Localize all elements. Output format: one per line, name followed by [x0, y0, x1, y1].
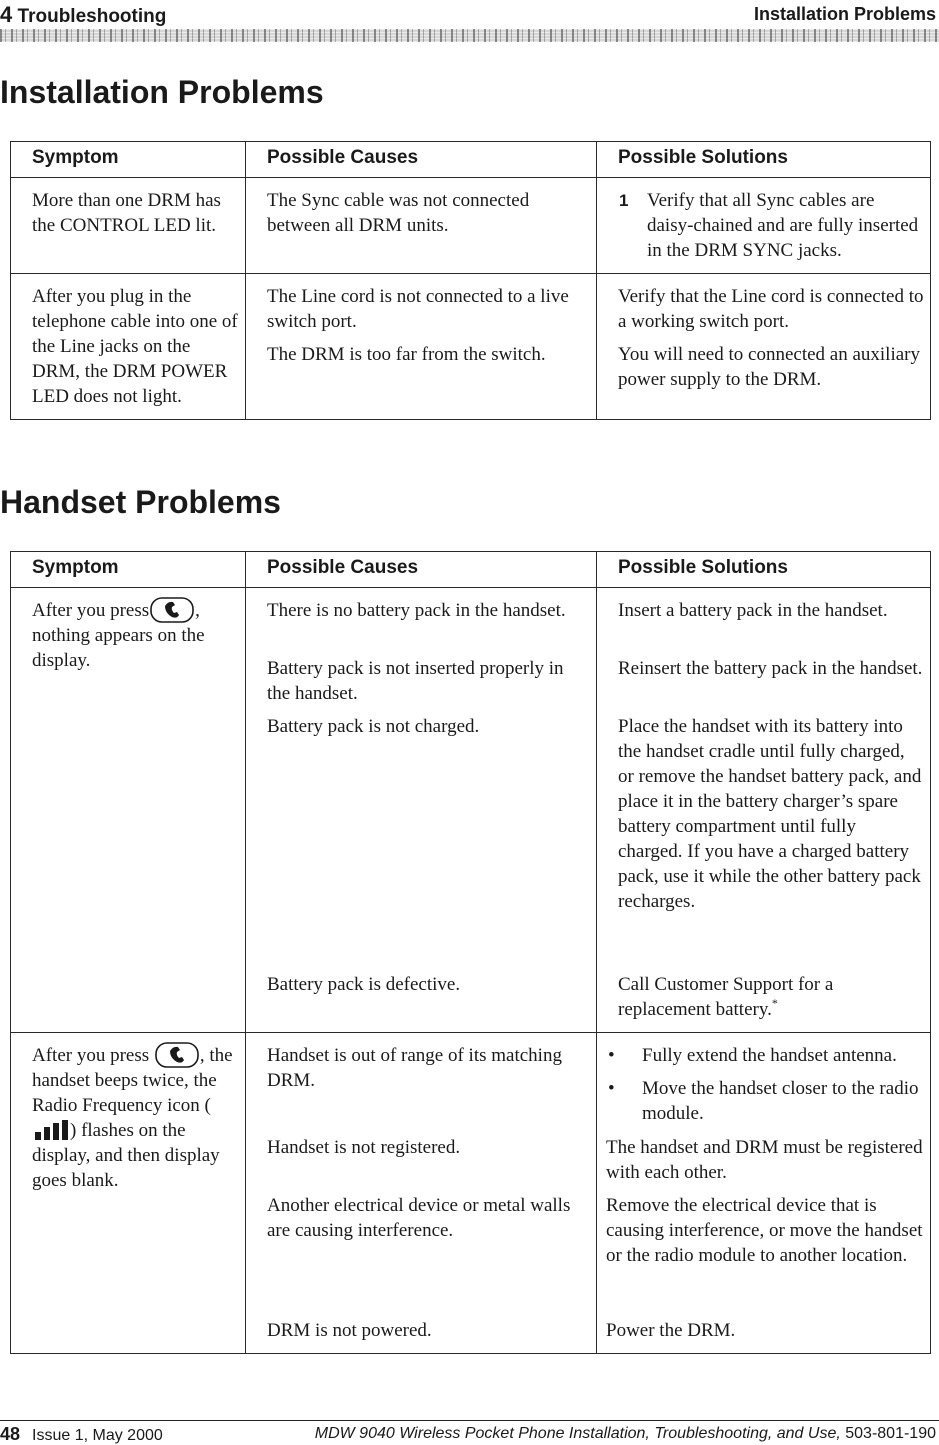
cause-text: Battery pack is not charged.	[267, 716, 480, 737]
solution-cell	[597, 274, 931, 420]
chapter-heading	[0, 2, 166, 28]
solution-text-main: Call Customer Support for a replacement battery.	[618, 974, 834, 1020]
footer-right	[315, 1425, 936, 1443]
solutions-column-header: Possible Solutions	[597, 552, 931, 588]
table-header-row	[11, 142, 931, 178]
cause-text: Battery pack is defective.	[267, 974, 461, 995]
bullet-list	[606, 1043, 924, 1135]
handset-problems-table	[10, 551, 931, 1354]
cause-text: The Line cord is not connected to a live switch port.	[267, 286, 569, 332]
symptom-text-part3: ) flashes on the display, and then display goes blank.	[32, 1120, 220, 1191]
chapter-number: 4	[0, 2, 13, 27]
running-header	[0, 0, 939, 28]
solution-text: Reinsert the battery pack in the handset.	[618, 658, 923, 679]
table-row	[11, 1033, 931, 1354]
symptom-text-end: , nothing appears on the display.	[32, 600, 205, 671]
solution-text: Power the DRM.	[606, 1320, 736, 1341]
bullet-marker: •	[608, 1045, 615, 1066]
installation-problems-table	[10, 141, 931, 420]
causes-column-header: Possible Causes	[246, 142, 597, 178]
solution-text: Insert a battery pack in the handset.	[618, 600, 888, 621]
symptom-text-part1: After you press	[32, 1045, 150, 1066]
cause-text: DRM is not powered.	[267, 1320, 432, 1341]
solution-text	[618, 972, 924, 1022]
table-row	[11, 274, 931, 420]
solution-text: Remove the electrical device that is causing interference, or move the handset or the radio module to another location.	[606, 1195, 923, 1266]
solution-text: The handset and DRM must be registered with each other.	[606, 1137, 923, 1183]
solution-text: You will need to connected an auxiliary power supply to the DRM.	[618, 344, 920, 390]
solution-text: Verify that all Sync cables are daisy-chained and are fully inserted in the DRM SYNC jacks.	[647, 190, 919, 261]
symptom-text	[32, 1043, 239, 1193]
issue-date: Issue 1, May 2000	[32, 1427, 163, 1444]
solution-text: Place the handset with its battery into the handset cradle until fully charged, or remove the handset battery pack, and place it in the battery charger’s spare battery compartment until fully charged. If you have a charged battery pack, use it while the other battery pack recharges.	[618, 716, 922, 912]
document-number: 503-801-190	[845, 1425, 936, 1442]
cause-text: Handset is not registered.	[267, 1137, 461, 1158]
cause-cell	[246, 588, 597, 1033]
cause-text: The Sync cable was not connected between all DRM units.	[267, 190, 530, 236]
solutions-column-header: Possible Solutions	[597, 142, 931, 178]
bullet-marker: •	[608, 1078, 615, 1099]
causes-column-header: Possible Causes	[246, 552, 597, 588]
phone-key-icon	[155, 1042, 199, 1068]
footer-left	[0, 1424, 163, 1445]
symptom-text-start: After you press	[32, 600, 150, 621]
cause-cell	[246, 274, 597, 420]
radio-frequency-signal-icon	[32, 1119, 70, 1141]
installation-problems-heading: Installation Problems	[0, 74, 324, 110]
numbered-step	[609, 188, 924, 263]
handset-problems-heading: Handset Problems	[0, 484, 281, 520]
document-title: MDW 9040 Wireless Pocket Phone Installation, Troubleshooting, and Use,	[314, 1425, 841, 1442]
cause-cell	[246, 1033, 597, 1354]
solution-cell	[597, 1033, 931, 1354]
bullet-text: Fully extend the handset antenna.	[642, 1045, 897, 1066]
symptom-text-part2: , the handset beeps twice, the Radio Frequency icon (	[32, 1045, 233, 1116]
symptom-text: After you plug in the telephone cable into one of the Line jacks on the DRM, the DRM POWER LED does not light.	[32, 286, 238, 407]
bullet-item	[606, 1043, 924, 1068]
symptom-column-header: Symptom	[11, 552, 246, 588]
symptom-cell	[11, 588, 246, 1033]
table-header-row	[11, 552, 931, 588]
table-row	[11, 178, 931, 274]
footer-rule	[0, 1420, 939, 1421]
page-number: 48	[0, 1424, 21, 1444]
symptom-cell	[11, 1033, 246, 1354]
footnote-marker: *	[771, 996, 778, 1010]
cause-text: Battery pack is not inserted properly in the handset.	[267, 658, 564, 704]
solution-cell	[597, 178, 931, 274]
bullet-item	[606, 1076, 924, 1126]
step-number: 1	[619, 191, 629, 210]
symptom-text	[32, 598, 239, 673]
symptom-cell	[11, 274, 246, 420]
cause-text: There is no battery pack in the handset.	[267, 600, 566, 621]
cause-text: Handset is out of range of its matching DRM.	[267, 1045, 562, 1091]
bullet-text: Move the handset closer to the radio module.	[642, 1078, 919, 1124]
running-section-title: Installation Problems	[753, 4, 936, 24]
cause-text: The DRM is too far from the switch.	[267, 344, 546, 365]
solution-cell	[597, 588, 931, 1033]
chapter-title: Troubleshooting	[17, 6, 167, 27]
table-row	[11, 588, 931, 1033]
solution-text: Verify that the Line cord is connected to a working switch port.	[618, 286, 924, 332]
header-decorative-band	[0, 29, 939, 42]
symptom-column-header: Symptom	[11, 142, 246, 178]
phone-key-icon	[150, 597, 194, 623]
cause-text: Another electrical device or metal walls are causing interference.	[267, 1195, 571, 1241]
cause-cell	[246, 178, 597, 274]
symptom-text: More than one DRM has the CONTROL LED lit.	[32, 190, 221, 236]
symptom-cell	[11, 178, 246, 274]
